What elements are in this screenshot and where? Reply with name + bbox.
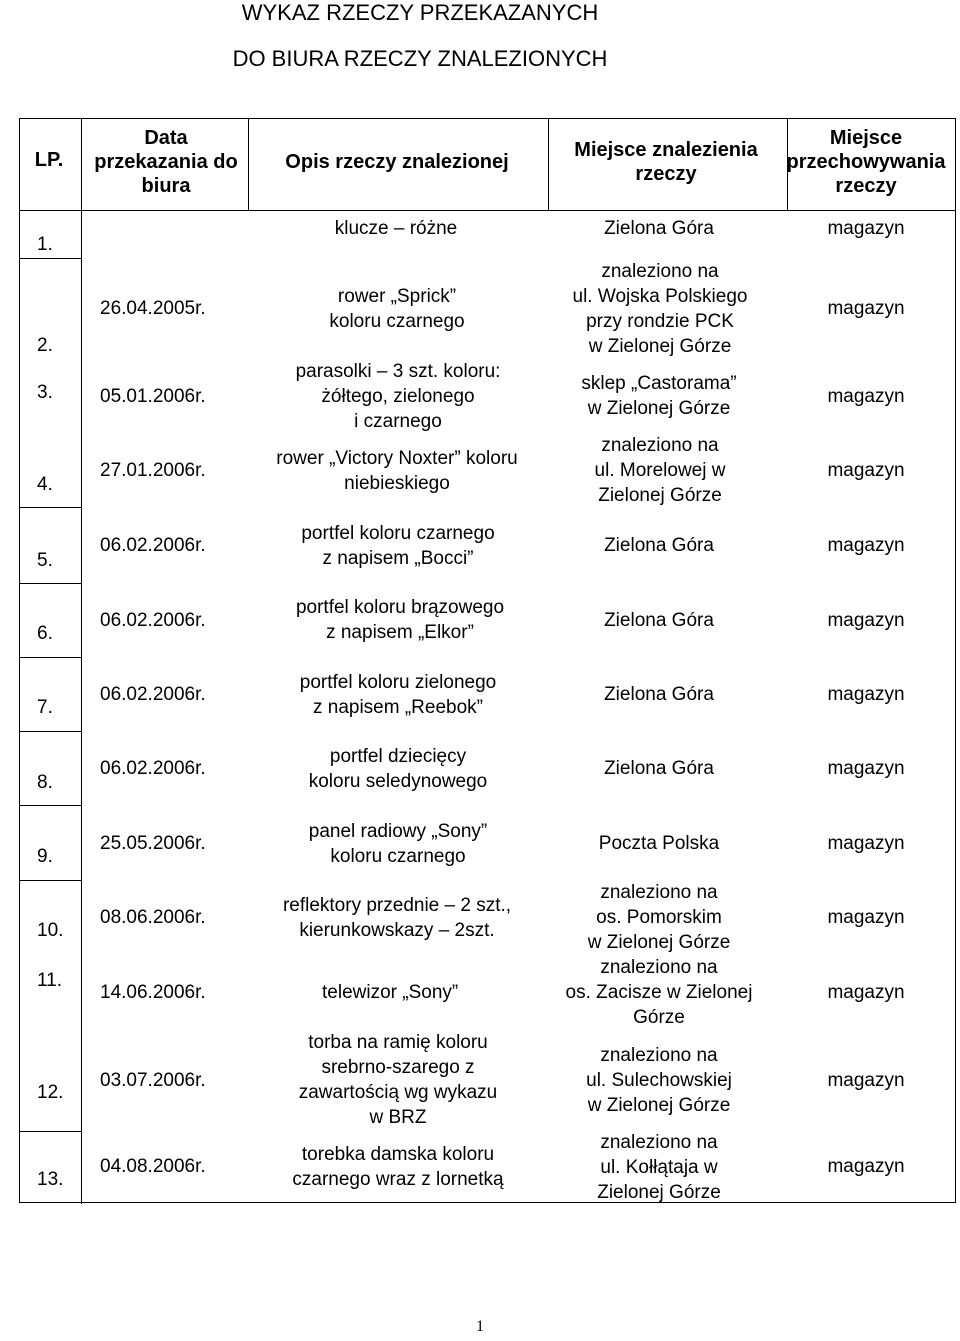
- row-divider: [20, 258, 81, 259]
- row-divider: [20, 805, 81, 806]
- header-lp: LP.: [34, 149, 64, 171]
- row-found: [573, 259, 748, 359]
- row-desc-line: portfel koloru brązowego: [295, 597, 505, 618]
- row-found-line: Górze: [633, 1007, 685, 1028]
- row-desc-line: panel radiowy „Sony”: [308, 821, 488, 842]
- row-desc-line: zawartością wg wykazu: [298, 1082, 498, 1103]
- row-lp: 1.: [37, 234, 53, 255]
- row-date: 06.02.2006r.: [100, 758, 206, 779]
- row-desc: [300, 670, 496, 720]
- row-desc: telewizor „Sony”: [322, 982, 459, 1003]
- row-lp: 4.: [37, 474, 53, 495]
- row-desc: [329, 284, 464, 334]
- row-found-line: znaleziono na: [601, 261, 719, 282]
- row-found: Zielona Góra: [604, 684, 714, 705]
- row-desc: [309, 819, 487, 869]
- row-found-line: znaleziono na: [600, 1045, 718, 1066]
- header-date-line: przekazania do: [94, 151, 238, 173]
- row-desc-line: z napisem „Bocci”: [322, 548, 474, 569]
- row-found-line: ul. Morelowej w: [594, 460, 726, 481]
- row-desc-line: i czarnego: [354, 411, 442, 432]
- row-found-line: ul. Sulechowskiej: [586, 1070, 732, 1091]
- row-storage: magazyn: [827, 460, 905, 481]
- row-found: Zielona Góra: [604, 535, 714, 556]
- title-line-2: DO BIURA RZECZY ZNALEZIONYCH: [232, 46, 608, 71]
- row-storage: magazyn: [827, 907, 905, 928]
- row-divider: [20, 1131, 81, 1132]
- row-date: 27.01.2006r.: [100, 460, 206, 481]
- row-desc: [309, 744, 488, 794]
- row-found-line: znaleziono na: [601, 435, 719, 456]
- row-date: 14.06.2006r.: [100, 982, 206, 1003]
- header-storage-line: rzeczy: [835, 175, 897, 197]
- row-divider: [20, 583, 81, 584]
- row-found-line: znaleziono na: [600, 1132, 718, 1153]
- row-desc-line: czarnego wraz z lornetką: [292, 1169, 504, 1190]
- header-date-line: biura: [141, 175, 191, 197]
- row-found: [586, 1043, 732, 1118]
- row-found: Poczta Polska: [598, 833, 720, 854]
- header-found: [574, 138, 757, 186]
- row-found-line: sklep „Castorama”: [581, 373, 737, 394]
- row-desc-line: z napisem „Reebok”: [312, 697, 484, 718]
- row-divider: [20, 210, 955, 211]
- row-lp: 12.: [37, 1082, 64, 1103]
- row-found-line: w Zielonej Górze: [587, 932, 731, 953]
- header-storage-line: przechowywania: [786, 151, 946, 173]
- row-desc: [283, 893, 511, 943]
- row-found-line: znaleziono na: [600, 957, 718, 978]
- row-desc-line: koloru seledynowego: [308, 771, 488, 792]
- row-found: Zielona Góra: [604, 758, 714, 779]
- row-date: 26.04.2005r.: [100, 298, 206, 319]
- row-divider: [20, 880, 81, 881]
- row-desc-line: torba na ramię koloru: [308, 1032, 488, 1053]
- row-lp: 13.: [37, 1169, 64, 1190]
- row-storage: magazyn: [827, 298, 905, 319]
- row-storage: magazyn: [827, 982, 905, 1003]
- row-date: 04.08.2006r.: [100, 1156, 206, 1177]
- row-desc-line: reflektory przednie – 2 szt.,: [282, 895, 512, 916]
- row-found-line: Zielonej Górze: [597, 1182, 721, 1203]
- header-date-line: Data: [144, 127, 188, 149]
- row-desc-line: parasolki – 3 szt. koloru:: [295, 361, 501, 382]
- row-desc-line: rower „Victory Noxter” koloru: [276, 448, 518, 469]
- col-divider: [248, 119, 249, 210]
- row-desc-line: w BRZ: [369, 1107, 427, 1128]
- row-desc-line: portfel dziecięcy: [329, 746, 467, 767]
- row-found: Zielona Góra: [604, 610, 714, 631]
- row-desc: [276, 446, 517, 496]
- row-desc-line: niebieskiego: [344, 473, 450, 494]
- row-desc: [299, 1030, 498, 1130]
- header-desc: Opis rzeczy znalezionej: [285, 151, 509, 173]
- row-date: 08.06.2006r.: [100, 907, 206, 928]
- row-desc: [296, 595, 504, 645]
- row-lp: 5.: [37, 550, 53, 571]
- row-desc-line: rower „Sprick”: [337, 286, 457, 307]
- row-found: [581, 371, 736, 421]
- row-lp: 2.: [37, 335, 53, 356]
- row-storage: magazyn: [827, 833, 905, 854]
- page-number: 1: [476, 1318, 484, 1335]
- row-storage: magazyn: [827, 1156, 905, 1177]
- row-storage: magazyn: [827, 535, 905, 556]
- row-storage: magazyn: [827, 386, 905, 407]
- row-divider: [20, 507, 81, 508]
- row-lp: 9.: [37, 846, 53, 867]
- row-date: 06.02.2006r.: [100, 684, 206, 705]
- row-desc-line: koloru czarnego: [329, 311, 465, 332]
- row-desc-line: portfel koloru zielonego: [299, 672, 497, 693]
- row-desc-line: portfel koloru czarnego: [301, 523, 495, 544]
- row-date: 25.05.2006r.: [100, 833, 206, 854]
- row-date: 06.02.2006r.: [100, 535, 206, 556]
- row-date: 03.07.2006r.: [100, 1070, 206, 1091]
- row-found-line: przy rondzie PCK: [586, 311, 734, 332]
- row-found-line: w Zielonej Górze: [587, 398, 731, 419]
- header-date: [94, 126, 237, 198]
- row-storage: magazyn: [827, 1070, 905, 1091]
- row-desc: [301, 521, 494, 571]
- row-found-line: os. Zacisze w Zielonej: [565, 982, 753, 1003]
- row-found-line: w Zielonej Górze: [587, 1095, 731, 1116]
- row-found-line: ul. Wojska Polskiego: [572, 286, 748, 307]
- header-storage-line: Miejsce: [829, 127, 903, 149]
- row-storage: magazyn: [827, 218, 905, 239]
- row-desc-line: żółtego, zielonego: [321, 386, 475, 407]
- row-found: Zielona Góra: [604, 218, 714, 239]
- row-found-line: ul. Kołłątaja w: [600, 1157, 718, 1178]
- row-desc-line: koloru czarnego: [330, 846, 466, 867]
- row-date: 06.02.2006r.: [100, 610, 206, 631]
- col-divider: [81, 119, 82, 1204]
- row-found-line: znaleziono na: [600, 882, 718, 903]
- row-found-line: Zielonej Górze: [598, 485, 722, 506]
- row-lp: 6.: [37, 623, 53, 644]
- row-found: [595, 433, 726, 508]
- row-desc-line: kierunkowskazy – 2szt.: [299, 920, 495, 941]
- row-found: [588, 880, 731, 955]
- row-lp: 3.: [37, 382, 53, 403]
- row-found: [597, 1130, 721, 1205]
- row-lp: 11.: [37, 970, 63, 991]
- header-found-line: rzeczy: [635, 163, 697, 185]
- row-desc-line: torebka damska koloru: [301, 1144, 495, 1165]
- row-storage: magazyn: [827, 610, 905, 631]
- col-divider: [548, 119, 549, 210]
- header-storage: [787, 126, 946, 198]
- row-storage: magazyn: [827, 684, 905, 705]
- row-desc: klucze – różne: [334, 218, 458, 239]
- row-storage: magazyn: [827, 758, 905, 779]
- row-lp: 8.: [37, 772, 53, 793]
- row-date: 05.01.2006r.: [100, 386, 206, 407]
- row-lp: 7.: [37, 697, 53, 718]
- title-line-1: WYKAZ RZECZY PRZEKAZANYCH: [241, 0, 599, 25]
- row-divider: [20, 731, 81, 732]
- row-divider: [20, 657, 81, 658]
- header-found-line: Miejsce znalezienia: [574, 139, 758, 161]
- row-desc-line: z napisem „Elkor”: [326, 622, 474, 643]
- row-lp: 10.: [37, 920, 64, 941]
- row-found: [566, 955, 753, 1030]
- row-found-line: os. Pomorskim: [596, 907, 722, 928]
- row-desc: [296, 359, 501, 434]
- row-found-line: w Zielonej Górze: [588, 336, 732, 357]
- row-desc-line: srebrno-szarego z: [321, 1057, 475, 1078]
- row-desc: [292, 1142, 503, 1192]
